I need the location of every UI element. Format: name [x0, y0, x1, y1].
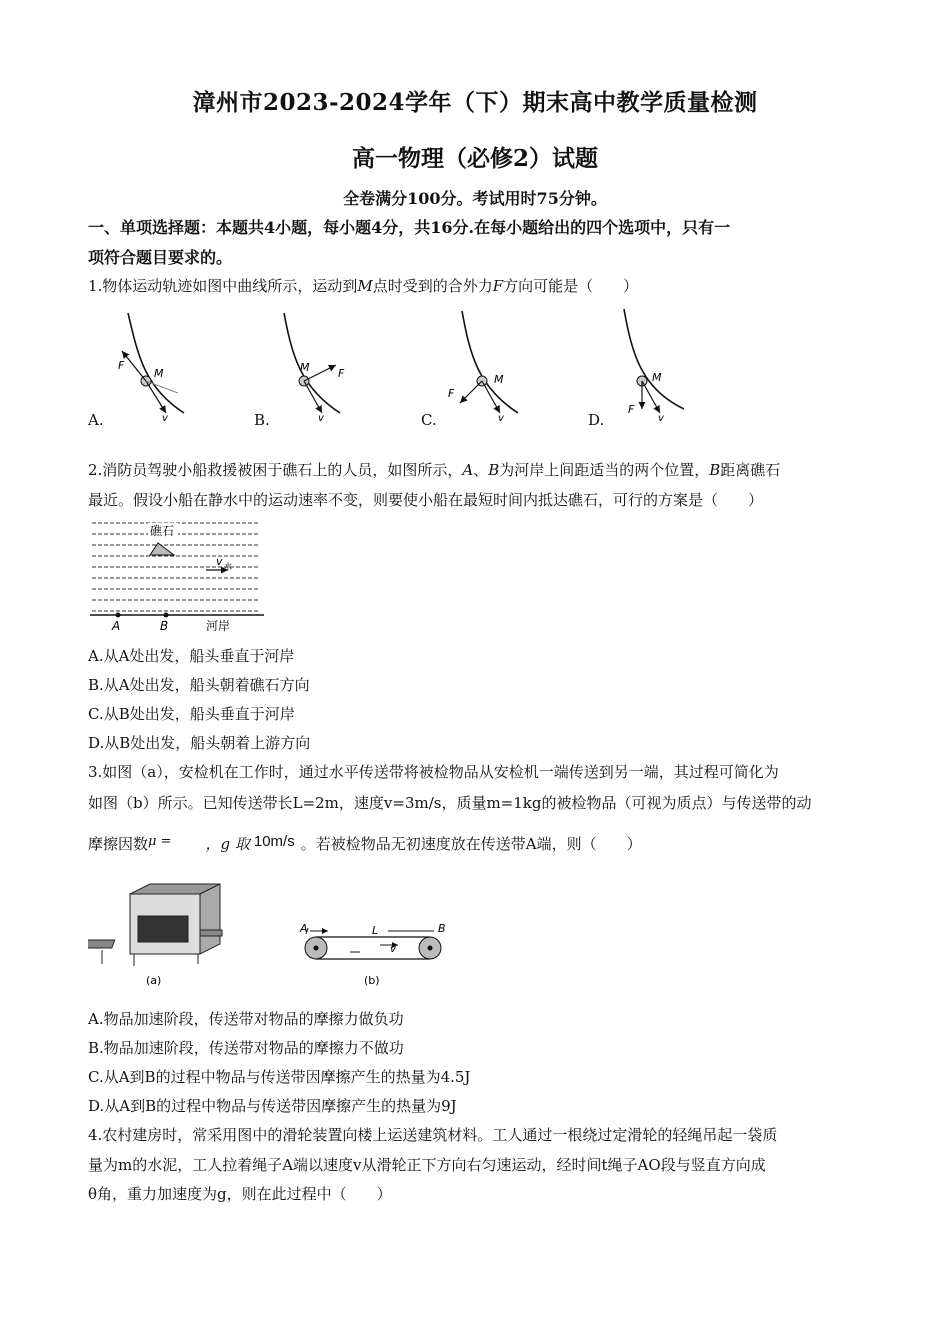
- q2-point-B: [164, 613, 169, 618]
- q4-stem-line2: 量为m的水泥，工人拉着绳子A端以速度v从滑轮正下方向右匀速运动，经时间t绳子AO段与竖直方向成: [88, 1156, 766, 1174]
- q2-option-a[interactable]: A.从A处出发，船头垂直于河岸: [88, 647, 295, 665]
- exam-info: 全卷满分100分。考试用时75分钟。: [343, 189, 607, 208]
- q1-b-label-v: v: [318, 413, 324, 424]
- q1-d-label-v: v: [658, 413, 664, 424]
- q1-option-a[interactable]: A.: [88, 411, 104, 429]
- q3-security-machine: [88, 884, 222, 966]
- q2-reef-label: 礁石: [150, 524, 175, 538]
- q1-option-a-diagram: [118, 313, 184, 424]
- q1-c-force-arrow: [460, 381, 482, 403]
- q1-stem-text-suffix: 方向可能是（ ）: [503, 277, 639, 295]
- q1-b-trajectory: [284, 313, 340, 413]
- q2-stem-B: B: [488, 461, 500, 479]
- q1-c-trajectory: [462, 311, 518, 413]
- q2-stem-line1: [88, 460, 780, 480]
- q3-option-d[interactable]: D.从A到B的过程中物品与传送带因摩擦产生的热量为9J: [88, 1097, 457, 1115]
- q1-a-label-v: v: [162, 413, 168, 424]
- q2-stem-sep: 、: [473, 461, 489, 479]
- q1-option-d[interactable]: D.: [588, 411, 605, 429]
- q3-stem-line1: 3.如图（a），安检机在工作时，通过水平传送带将被检物品从安检机一端传送到另一端，其过程可简化为: [88, 763, 779, 781]
- q2-v-label: v: [216, 555, 223, 568]
- q1-c-label-M: M: [494, 373, 504, 386]
- q1-a-force-arrow: [122, 351, 146, 381]
- q1-option-b[interactable]: B.: [254, 411, 270, 429]
- q1-stem-F: F: [492, 277, 504, 295]
- q1-c-label-F: F: [448, 387, 455, 400]
- q3-label-L: L: [372, 924, 379, 937]
- q2-label-A: A: [112, 619, 121, 633]
- q1-option-b-diagram: [284, 313, 345, 424]
- q2-v-subscript: 水: [224, 562, 232, 571]
- q2-label-B: B: [160, 619, 169, 633]
- q3-stem-text: 摩擦因数: [88, 835, 149, 853]
- q1-a-tangent-line: [146, 381, 178, 393]
- q2-option-d[interactable]: D.从B处出发，船头朝着上游方向: [88, 734, 311, 752]
- q1-figure: [86, 305, 826, 430]
- q3-option-a[interactable]: A.物品加速阶段，传送带对物品的摩擦力做负功: [88, 1010, 404, 1028]
- q2-stem-text-suffix: 距离礁石: [720, 461, 781, 479]
- q2-figure: [88, 515, 268, 635]
- q1-stem-text: 1.物体运动轨迹如图中曲线所示，运动到: [88, 277, 358, 295]
- q1-b-label-M: M: [300, 361, 310, 374]
- q1-stem-M: M: [357, 277, 373, 295]
- q3-label-a: (a): [146, 974, 162, 987]
- q3-stem-line2: 如图（b）所示。已知传送带长L=2m，速度v=3m/s，质量m=1kg的被检物品（可视为质点）与传送带的动: [88, 794, 812, 812]
- exam-subject: 高一物理（必修2）试题: [351, 145, 598, 172]
- q2-point-A: [116, 613, 121, 618]
- q3-stem-line3: [88, 832, 642, 854]
- q2-option-c[interactable]: C.从B处出发，船头垂直于河岸: [88, 705, 295, 723]
- q2-stem-text: 2.消防员驾驶小船救援被困于礁石上的人员，如图所示，: [88, 461, 463, 479]
- q1-d-label-F: F: [628, 403, 635, 416]
- q1-option-d-diagram: [624, 309, 684, 424]
- q3-option-c[interactable]: C.从A到B的过程中物品与传送带因摩擦产生的热量为4.5J: [88, 1068, 471, 1086]
- q1-stem-text-mid: 点时受到的合外力: [372, 277, 493, 295]
- q3-label-b: (b): [364, 974, 380, 987]
- q3-label-v: v: [390, 944, 396, 955]
- q1-option-c-diagram: [448, 311, 518, 424]
- q3-g: ，g 取: [205, 835, 250, 853]
- q3-mu: μ =: [148, 834, 172, 849]
- q1-option-c[interactable]: C.: [421, 411, 437, 429]
- section-heading-line2: 项符合题目要求的。: [88, 248, 233, 267]
- q2-stem-B2: B: [709, 461, 721, 479]
- q1-stem: [88, 276, 638, 296]
- q3-label-B: B: [438, 922, 446, 935]
- q1-a-label-M: M: [154, 367, 164, 380]
- q2-option-b[interactable]: B.从A处出发，船头朝着礁石方向: [88, 676, 310, 694]
- section-heading-line1: 一、单项选择题：本题共4小题，每小题4分，共16分.在每小题给出的四个选项中，只有一: [88, 218, 731, 237]
- q3-label-A: A: [300, 922, 308, 935]
- q3-figure: [88, 876, 468, 991]
- q2-stem-text-mid: 为河岸上间距适当的两个位置，: [499, 461, 710, 479]
- q1-d-velocity-arrow: [642, 381, 660, 413]
- q1-d-trajectory: [624, 309, 684, 409]
- q3-g-value: 10m/s: [253, 833, 295, 850]
- q2-stem-A: A: [462, 461, 474, 479]
- q1-a-velocity-arrow: [146, 381, 166, 413]
- q3-stem-text-suffix: 。若被检物品无初速度放在传送带A端，则（ ）: [300, 835, 642, 853]
- q2-stem-line2: 最近。假设小船在静水中的运动速率不变，则要使小船在最短时间内抵达礁石，可行的方案是（ ）: [88, 491, 764, 509]
- q4-stem-line3: θ角，重力加速度为g，则在此过程中（ ）: [88, 1185, 392, 1203]
- q1-b-label-F: F: [338, 367, 345, 380]
- q3-option-b[interactable]: B.物品加速阶段，传送带对物品的摩擦力不做功: [88, 1039, 404, 1057]
- q4-stem-line1: 4.农村建房时，常采用图中的滑轮装置向楼上运送建筑材料。工人通过一根绕过定滑轮的轻绳吊起一袋质: [88, 1126, 778, 1144]
- exam-title: 漳州市2023-2024学年（下）期末高中教学质量检测: [192, 89, 758, 116]
- q1-a-label-F: F: [118, 359, 125, 372]
- q1-d-label-M: M: [652, 371, 662, 384]
- q1-c-label-v: v: [498, 413, 504, 424]
- q2-label-bank: 河岸: [206, 619, 231, 633]
